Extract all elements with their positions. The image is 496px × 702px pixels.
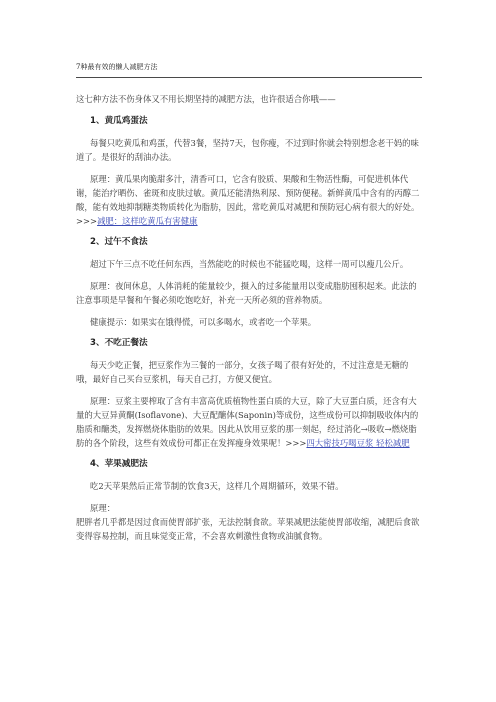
health-tip-paragraph: 健康提示：如果实在饿得慌，可以多喝水，或者吃一个苹果。: [90, 317, 317, 327]
section-paragraph-with-link: [76, 172, 422, 228]
section-paragraph: 原理：夜间休息，人体消耗的能量较少，摄入的过多能量用以变成脂肪囤积起来。此法的注意事项是早餐和午餐必须吃饱吃好，补充一天所必须的营养物质。: [76, 281, 417, 305]
section-paragraph: 超过下午三点不吃任何东西，当然能吃的时候也不能猛吃喝，这样一周可以瘦几公斤。: [90, 259, 409, 269]
section-heading: 3、不吃正餐法: [90, 338, 148, 348]
article-body: [76, 92, 422, 551]
section-heading: 1、黄瓜鸡蛋法: [90, 116, 148, 126]
section-skip-main-meals: [76, 337, 422, 450]
section-paragraph: 每餐只吃黄瓜和鸡蛋，代替3餐，坚持7天，包你瘦，不过到时你就会特别想念老干妈的味道了。是很好的刮油办法。: [76, 138, 419, 162]
principle-paragraph: 肥胖者几乎都是因过食而使胃部扩张，无法控制食欲。苹果减肥法能使胃部收缩，减肥后食欲变得容易控制，而且味觉变正常，不会喜欢刺激性食物或油腻食物。: [76, 517, 420, 541]
header-divider: [76, 77, 422, 78]
document-title: 7种最有效的懒人减肥方法: [76, 63, 158, 71]
section-paragraph-with-link: [76, 394, 422, 450]
section-heading: 4、苹果减肥法: [90, 459, 148, 469]
related-article-link[interactable]: 减肥：这样吃黄瓜有害健康: [97, 216, 198, 226]
link-prefix: >>>: [76, 216, 98, 226]
principle-label: 原理：: [90, 503, 116, 513]
section-cucumber-egg: [76, 115, 422, 228]
related-article-link[interactable]: 四大密技巧喝豆浆 轻松减肥: [306, 438, 410, 448]
section-apple-diet: [76, 458, 422, 543]
section-paragraph: 吃2天苹果然后正常节制的饮食3天，这样几个周期循环，效果不错。: [90, 481, 344, 491]
section-no-eating-after-noon: [76, 236, 422, 329]
paragraph-text: 原理：黄瓜果肉脆甜多汁，清香可口，它含有胶质、果酸和生物活性酶，可促进机体代谢，能治疗晒伤、雀斑和皮肤过敏。黄瓜还能清热利尿、预防便秘。新鲜黄瓜中含有的丙醇二酸，能有效地抑制糖类物质转化为脂肪，因此，常吃黄瓜对减肥和预防冠心病有很大的好处。: [76, 174, 420, 212]
intro-paragraph: 这七种方法不伤身体又不用长期坚持的减肥方法，也许很适合你哦——: [76, 94, 336, 104]
section-paragraph: 每天少吃正餐，把豆浆作为三餐的一部分，女孩子喝了很有好处的，不过注意是无糖的哦，最好自己买台豆浆机，每天自己打，方便又便宜。: [76, 360, 409, 384]
link-prefix: >>>: [285, 438, 307, 448]
section-heading: 2、过午不食法: [90, 237, 148, 247]
paragraph-text: 原理：豆浆主要榨取了含有丰富高优质植物性蛋白质的大豆，除了大豆蛋白质，还含有大量的大豆异黄酮(Isoflavone)、大豆配醣体(Saponin)等成份，这些成份可以抑制吸收体内的脂质和醣类，发挥燃烧体脂肪的效果。因此从饮用豆浆的那一刻起，经过消化→吸收→燃烧脂肪的各个阶段，这些有效成份可都正在发挥瘦身效果呢！: [76, 396, 419, 448]
